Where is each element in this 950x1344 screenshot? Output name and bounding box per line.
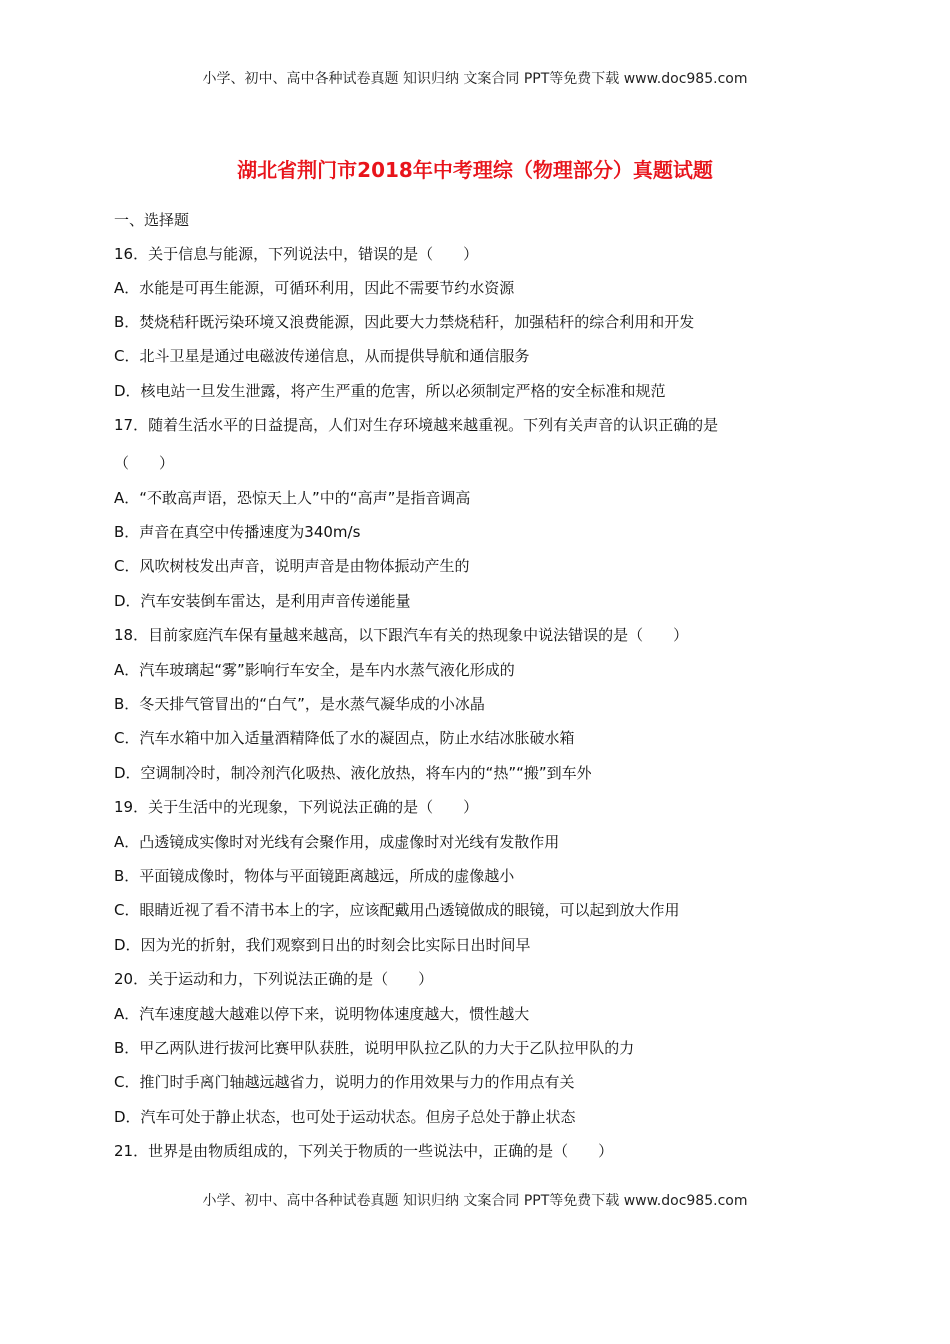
footer-banner: 小学、初中、高中各种试卷真题 知识归纳 文案合同 PPT等免费下载 www.doc985.com [202,1193,748,1209]
question-stem: 20．关于运动和力，下列说法正确的是（ ） [114,970,434,988]
question-stem: 21．世界是由物质组成的，下列关于物质的一些说法中，正确的是（ ） [114,1142,614,1160]
page-title: 湖北省荆门市2018年中考理综（物理部分）真题试题 [237,158,713,182]
answer-option: D．因为光的折射，我们观察到日出的时刻会比实际日出时间早 [114,936,531,954]
answer-option: D．汽车安装倒车雷达，是利用声音传递能量 [114,592,411,610]
question-stem: 19．关于生活中的光现象，下列说法正确的是（ ） [114,798,479,816]
answer-option: C．风吹树枝发出声音，说明声音是由物体振动产生的 [114,557,470,575]
answer-option: D．空调制冷时，制冷剂汽化吸热、液化放热，将车内的“热”“搬”到车外 [114,764,592,782]
answer-option: B．声音在真空中传播速度为340m/s [114,523,361,541]
answer-option: C．北斗卫星是通过电磁波传递信息，从而提供导航和通信服务 [114,347,530,365]
answer-option: A．水能是可再生能源，可循环利用，因此不需要节约水资源 [114,279,515,297]
answer-option: B．平面镜成像时，物体与平面镜距离越远，所成的虚像越小 [114,867,515,885]
answer-option: B．焚烧秸秆既污染环境又浪费能源，因此要大力禁烧秸秆，加强秸秆的综合利用和开发 [114,313,695,331]
question-stem: 18．目前家庭汽车保有量越来越高，以下跟汽车有关的热现象中说法错误的是（ ） [114,626,689,644]
answer-option: B．甲乙两队进行拔河比赛甲队获胜，说明甲队拉乙队的力大于乙队拉甲队的力 [114,1039,635,1057]
question-stem: 16．关于信息与能源，下列说法中，错误的是（ ） [114,245,479,263]
question-stem: 17．随着生活水平的日益提高，人们对生存环境越来越重视。下列有关声音的认识正确的是 [114,416,719,434]
section-heading: 一、选择题 [114,211,190,229]
answer-option: C．眼睛近视了看不清书本上的字，应该配戴用凸透镜做成的眼镜，可以起到放大作用 [114,901,680,919]
answer-option: A．凸透镜成实像时对光线有会聚作用，成虚像时对光线有发散作用 [114,833,560,851]
answer-option: B．冬天排气管冒出的“白气”，是水蒸气凝华成的小冰晶 [114,695,485,713]
answer-option: A．“不敢高声语，恐惊天上人”中的“高声”是指音调高 [114,489,471,507]
answer-option: C．推门时手离门轴越远越省力，说明力的作用效果与力的作用点有关 [114,1073,575,1091]
header-banner: 小学、初中、高中各种试卷真题 知识归纳 文案合同 PPT等免费下载 www.doc985.com [202,71,748,87]
answer-option: D．核电站一旦发生泄露，将产生严重的危害，所以必须制定严格的安全标准和规范 [114,382,666,400]
answer-option: A．汽车速度越大越难以停下来，说明物体速度越大，惯性越大 [114,1005,530,1023]
answer-option: A．汽车玻璃起“雾”影响行车安全，是车内水蒸气液化形成的 [114,661,515,679]
answer-option: D．汽车可处于静止状态，也可处于运动状态。但房子总处于静止状态 [114,1108,576,1126]
question-stem-continuation: （ ） [114,454,175,472]
answer-option: C．汽车水箱中加入适量酒精降低了水的凝固点，防止水结冰胀破水箱 [114,729,575,747]
